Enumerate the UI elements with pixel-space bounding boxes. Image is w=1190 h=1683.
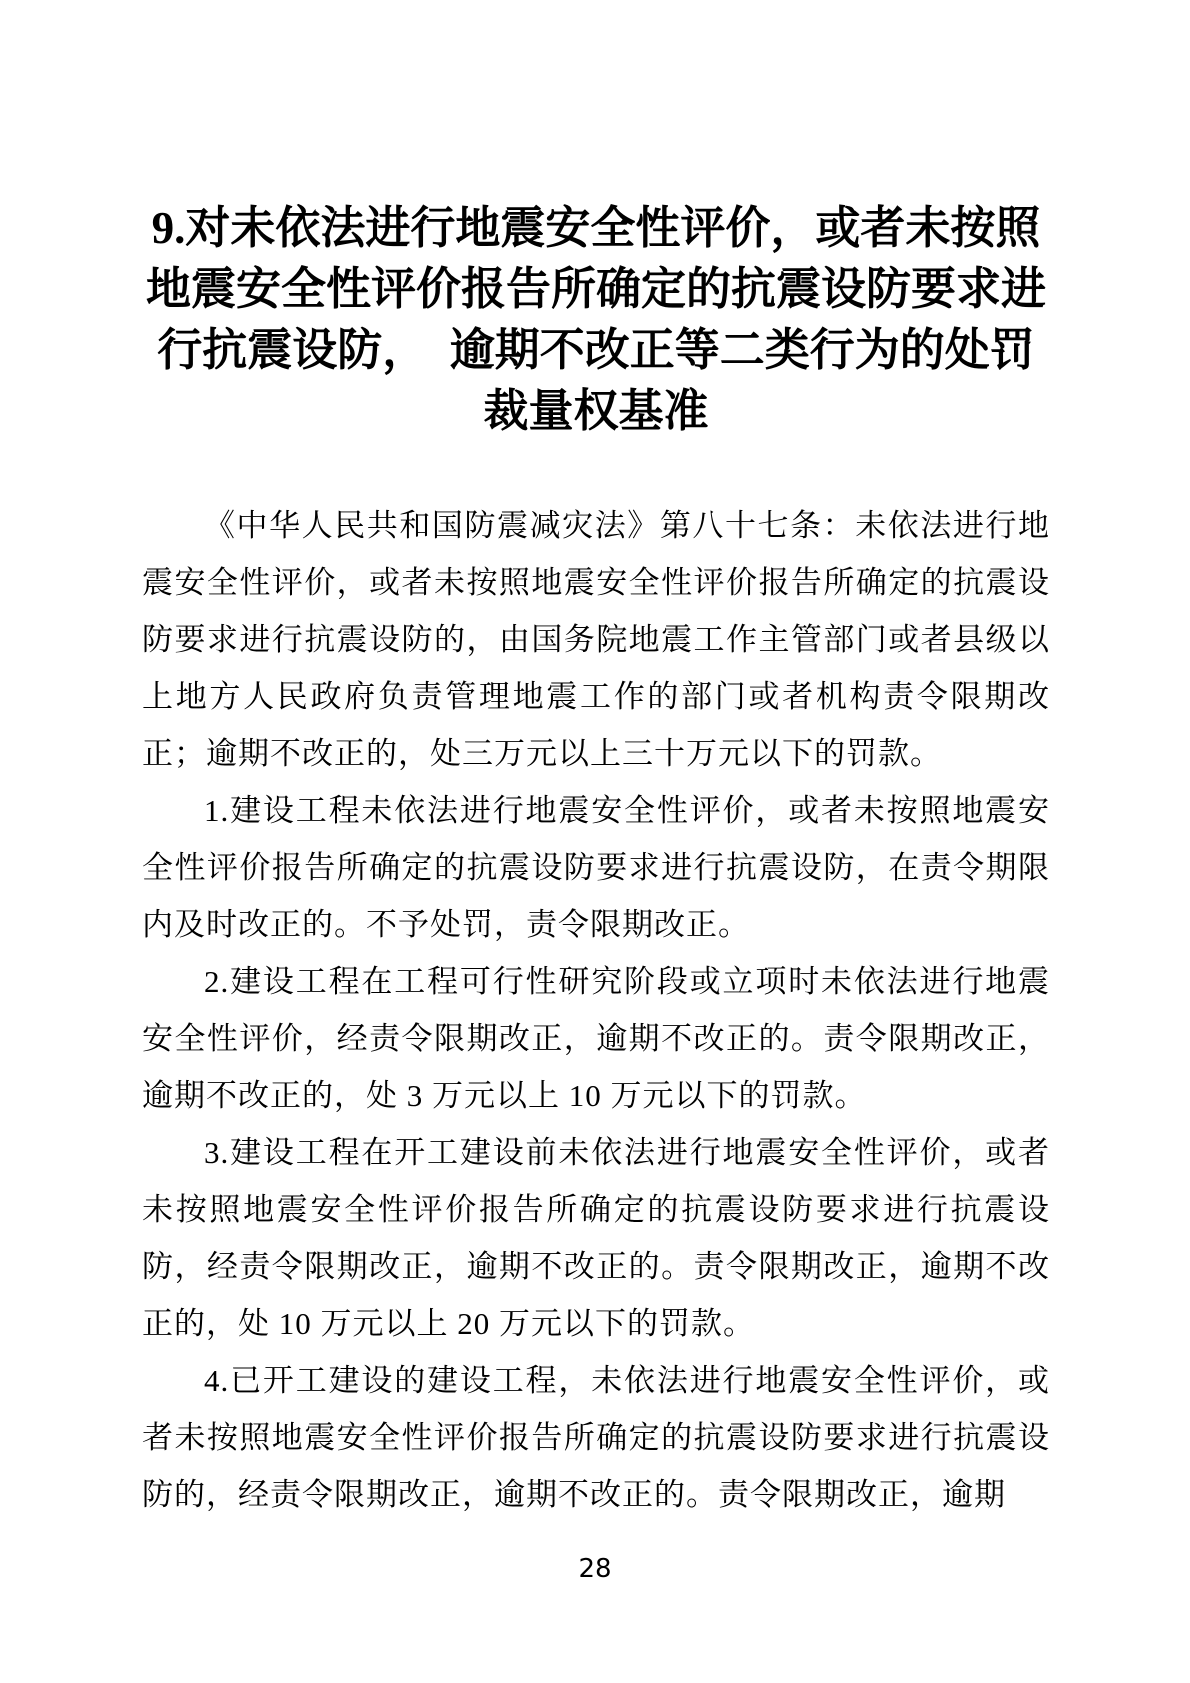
document-title: 9.对未依法进行地震安全性评价，或者未按照地震安全性评价报告所确定的抗震设防要求进行抗震设防， 逾期不改正等二类行为的处罚裁量权基准	[145, 203, 1046, 436]
paragraph-law-citation: 《中华人民共和国防震减灾法》第八十七条：未依法进行地震安全性评价，或者未按照地震安全性评价报告所确定的抗震设防要求进行抗震设防的，由国务院地震工作主管部门或者县级以上地方人民政府负责管理地震工作的部门或者机构责令限期改正；逾期不改正的，处三万元以上三十万元以下的罚款。	[142, 508, 1050, 771]
page-number: 28	[578, 1554, 612, 1584]
document-body	[142, 497, 1050, 1523]
paragraph-item-1: 1.建设工程未依法进行地震安全性评价，或者未按照地震安全性评价报告所确定的抗震设防要求进行抗震设防，在责令期限内及时改正的。不予处罚，责令限期改正。	[142, 793, 1050, 942]
paragraph-item-3: 3.建设工程在开工建设前未依法进行地震安全性评价，或者未按照地震安全性评价报告所确定的抗震设防要求进行抗震设防，经责令限期改正，逾期不改正的。责令限期改正，逾期不改正的，处 10 万元以上 20 万元以下的罚款。	[142, 1135, 1050, 1341]
paragraph-item-2: 2.建设工程在工程可行性研究阶段或立项时未依法进行地震安全性评价，经责令限期改正，逾期不改正的。责令限期改正，逾期不改正的，处 3 万元以上 10 万元以下的罚款。	[142, 964, 1050, 1113]
paragraph-item-4: 4.已开工建设的建设工程，未依法进行地震安全性评价，或者未按照地震安全性评价报告所确定的抗震设防要求进行抗震设防的，经责令限期改正，逾期不改正的。责令限期改正，逾期	[142, 1363, 1050, 1512]
